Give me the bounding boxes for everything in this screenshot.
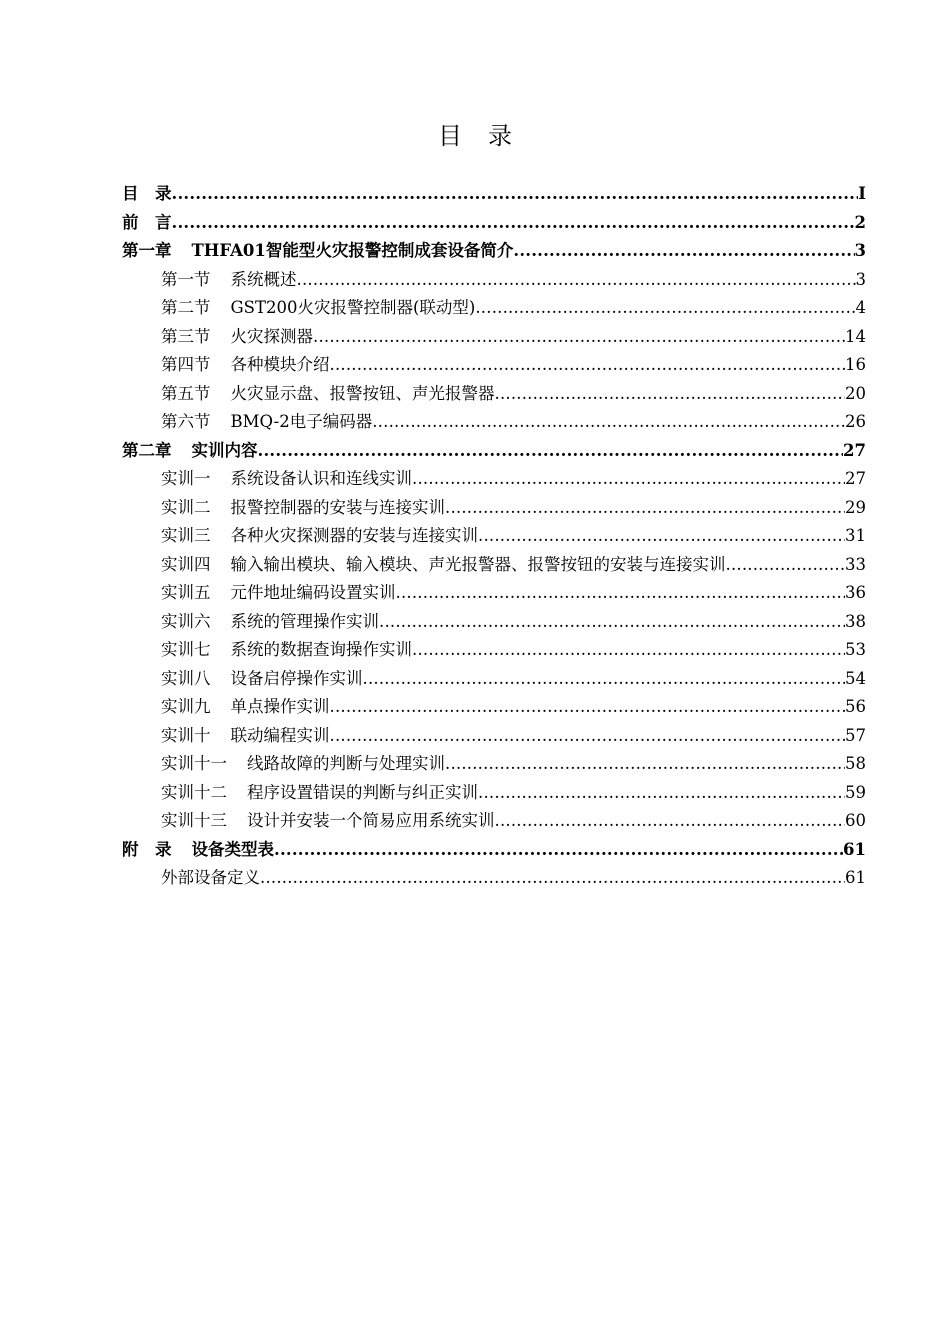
toc-entry[interactable] <box>122 237 866 266</box>
toc-entry-page: 27 <box>845 469 866 488</box>
toc-entry-title: 各种火灾探测器的安装与连接实训 <box>230 526 478 545</box>
toc-entry[interactable] <box>122 494 866 523</box>
toc-leader-dots <box>478 522 845 551</box>
toc-entry[interactable] <box>122 522 866 551</box>
toc-entry-title: 元件地址编码设置实训 <box>230 583 396 602</box>
toc-entry-page: I <box>858 184 866 203</box>
table-of-contents <box>122 180 866 893</box>
toc-leader-dots <box>445 750 845 779</box>
toc-entry-label: 前 言 <box>122 212 172 232</box>
toc-leader-dots <box>513 237 854 266</box>
toc-entry-title: 设备类型表 <box>191 839 274 859</box>
toc-leader-dots <box>260 864 845 893</box>
toc-entry-page: 36 <box>845 583 866 602</box>
toc-entry-page: 56 <box>845 697 866 716</box>
toc-entry-label: 第二章 <box>122 440 172 460</box>
toc-entry-title: THFA01智能型火灾报警控制成套设备简介 <box>191 241 514 260</box>
toc-entry-page: 53 <box>845 640 866 659</box>
toc-entry-page: 14 <box>845 326 866 346</box>
toc-entry-title: 火灾探测器 <box>230 326 313 346</box>
toc-entry-page: 20 <box>845 383 866 403</box>
toc-leader-dots <box>445 494 845 523</box>
toc-entry[interactable] <box>122 323 866 352</box>
toc-leader-dots <box>258 437 844 466</box>
toc-entry[interactable] <box>122 437 866 466</box>
toc-entry-page: 60 <box>845 811 866 830</box>
toc-entry-title: 设计并安装一个简易应用系统实训 <box>247 811 495 830</box>
toc-entry-title: 各种模块介绍 <box>230 355 330 374</box>
toc-leader-dots <box>478 779 845 808</box>
toc-entry-title: GST200火灾报警控制器(联动型) <box>230 298 476 317</box>
toc-entry[interactable] <box>122 180 866 209</box>
toc-entry-page: 26 <box>845 412 866 431</box>
toc-entry[interactable] <box>122 209 866 238</box>
toc-leader-dots <box>495 807 846 836</box>
page-title: 目录 <box>438 122 538 150</box>
toc-entry[interactable] <box>122 408 866 437</box>
toc-entry-page: 61 <box>843 839 866 859</box>
toc-entry-title: 实训内容 <box>191 440 258 460</box>
toc-entry-label: 实训五 <box>161 583 211 602</box>
toc-entry-title: 系统的管理操作实训 <box>230 611 379 631</box>
toc-entry[interactable] <box>122 608 866 637</box>
toc-entry-label: 实训八 <box>161 668 211 688</box>
toc-entry-title: 系统的数据查询操作实训 <box>230 640 412 659</box>
toc-entry-label: 第三节 <box>161 326 211 346</box>
toc-entry-label: 实训九 <box>161 697 211 716</box>
toc-entry-label: 实训二 <box>161 497 211 517</box>
toc-entry[interactable] <box>122 294 866 323</box>
toc-entry-label: 第五节 <box>161 383 211 403</box>
toc-leader-dots <box>297 266 856 295</box>
toc-entry[interactable] <box>122 465 866 494</box>
toc-leader-dots <box>330 351 846 380</box>
toc-entry-page: 58 <box>845 754 866 773</box>
toc-entry-page: 38 <box>845 611 866 631</box>
toc-leader-dots <box>475 294 855 323</box>
toc-entry-title: 设备启停操作实训 <box>230 668 363 688</box>
toc-entry-label: 实训四 <box>161 554 211 574</box>
toc-entry-label: 外部设备定义 <box>161 868 260 887</box>
toc-entry-label: 实训十三 <box>161 811 227 830</box>
toc-leader-dots <box>412 636 845 665</box>
toc-leader-dots <box>495 380 846 409</box>
toc-entry[interactable] <box>122 693 866 722</box>
toc-entry-label: 第一节 <box>161 269 211 289</box>
toc-leader-dots <box>726 551 846 580</box>
toc-leader-dots <box>412 465 845 494</box>
toc-entry-label: 第六节 <box>161 412 211 431</box>
toc-entry[interactable] <box>122 836 866 865</box>
toc-leader-dots <box>379 608 845 637</box>
toc-entry-page: 27 <box>843 440 866 460</box>
toc-entry[interactable] <box>122 864 866 893</box>
toc-entry-title: 报警控制器的安装与连接实训 <box>230 497 445 517</box>
toc-entry-page: 59 <box>845 782 866 802</box>
toc-leader-dots <box>363 665 846 694</box>
toc-leader-dots <box>172 180 859 209</box>
toc-entry-label: 附 录 <box>122 839 172 859</box>
toc-entry[interactable] <box>122 579 866 608</box>
toc-entry-label: 实训七 <box>161 640 211 659</box>
toc-entry-label: 实训三 <box>161 526 211 545</box>
toc-entry-label: 实训十 <box>161 725 211 745</box>
toc-entry-title: 线路故障的判断与处理实训 <box>247 754 445 773</box>
toc-entry-title: 系统设备认识和连线实训 <box>230 469 412 488</box>
toc-entry[interactable] <box>122 665 866 694</box>
toc-entry-page: 3 <box>855 269 866 289</box>
toc-entry-label: 第四节 <box>161 355 211 374</box>
toc-entry-title: 火灾显示盘、报警按钮、声光报警器 <box>230 383 495 403</box>
toc-entry-page: 61 <box>845 868 866 887</box>
toc-entry-label: 实训六 <box>161 611 211 631</box>
toc-entry-label: 实训十一 <box>161 754 227 773</box>
toc-entry-title: 联动编程实训 <box>230 725 330 745</box>
toc-leader-dots <box>274 836 843 865</box>
toc-leader-dots <box>372 408 845 437</box>
toc-entry[interactable] <box>122 380 866 409</box>
toc-entry-page: 57 <box>845 725 866 745</box>
toc-entry-label: 目 录 <box>122 184 172 203</box>
toc-entry-title: 程序设置错误的判断与纠正实训 <box>247 782 478 802</box>
toc-leader-dots <box>396 579 846 608</box>
toc-entry-label: 实训一 <box>161 469 211 488</box>
toc-entry[interactable] <box>122 779 866 808</box>
toc-entry-label: 第二节 <box>161 298 211 317</box>
toc-entry-title: BMQ-2电子编码器 <box>230 412 373 431</box>
toc-leader-dots <box>330 722 846 751</box>
toc-leader-dots <box>330 693 846 722</box>
toc-entry-label: 实训十二 <box>161 782 227 802</box>
toc-entry[interactable] <box>122 807 866 836</box>
toc-entry[interactable] <box>122 351 866 380</box>
toc-entry-page: 3 <box>854 241 866 260</box>
toc-entry[interactable] <box>122 722 866 751</box>
toc-entry-page: 2 <box>854 212 866 232</box>
toc-entry[interactable] <box>122 266 866 295</box>
toc-leader-dots <box>313 323 845 352</box>
toc-entry[interactable] <box>122 636 866 665</box>
toc-entry-page: 16 <box>845 355 866 374</box>
toc-leader-dots <box>172 209 855 238</box>
toc-entry-title: 系统概述 <box>230 269 297 289</box>
toc-entry[interactable] <box>122 551 866 580</box>
toc-entry[interactable] <box>122 750 866 779</box>
toc-entry-title: 输入输出模块、输入模块、声光报警器、报警按钮的安装与连接实训 <box>230 554 726 574</box>
toc-entry-label: 第一章 <box>122 241 172 260</box>
toc-entry-page: 31 <box>845 526 866 545</box>
toc-entry-page: 4 <box>855 298 866 317</box>
toc-entry-title: 单点操作实训 <box>230 697 330 716</box>
toc-entry-page: 54 <box>845 668 866 688</box>
toc-entry-page: 29 <box>845 497 866 517</box>
toc-entry-page: 33 <box>845 554 866 574</box>
